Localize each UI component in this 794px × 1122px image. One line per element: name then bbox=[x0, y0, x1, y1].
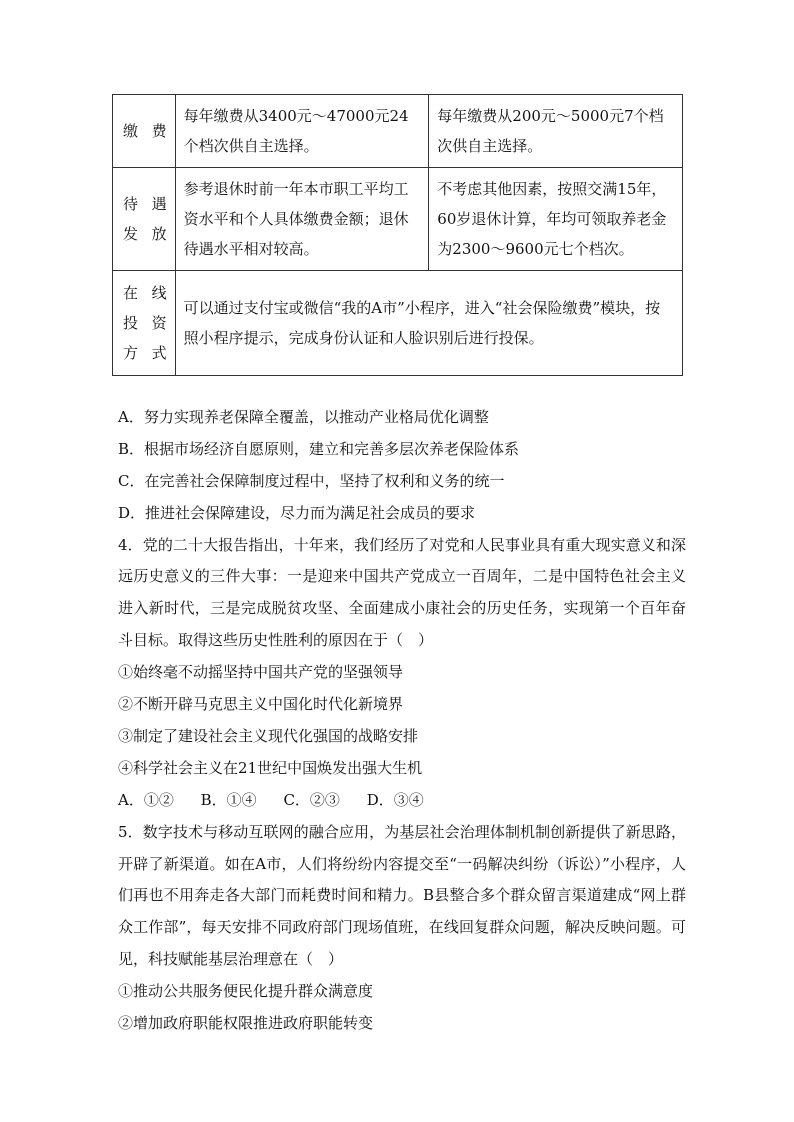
row-header: 在线投资方式 bbox=[113, 271, 176, 376]
table-cell: 每年缴费从200元～5000元7个档次供自主选择。 bbox=[429, 95, 683, 168]
table-row bbox=[113, 168, 683, 271]
q4-choice-d: D．③④ bbox=[366, 790, 424, 809]
question-4-stem: 4．党的二十大报告指出，十年来，我们经历了对党和人民事业具有重大现实意义和深远历史意义的三件大事：一是迎来中国共产党成立一百周年，二是中国特色社会主义进入新时代，三是完成脱贫攻坚、全面建成小康社会的历史任务，实现第一个百年奋斗目标。取得这些历史性胜利的原因在于（ ） bbox=[118, 535, 686, 650]
option-b: B．根据市场经济自愿原则，建立和完善多层次养老保险体系 bbox=[118, 439, 520, 458]
table-row bbox=[113, 95, 683, 168]
q4-choice-b: B．①④ bbox=[200, 790, 257, 809]
question-text bbox=[118, 402, 686, 1040]
q4-choice-a: A．①② bbox=[118, 790, 174, 809]
row-header: 待遇发放 bbox=[113, 168, 176, 271]
row-header: 缴费 bbox=[113, 95, 176, 168]
table-cell: 每年缴费从3400元～47000元24个档次供自主选择。 bbox=[175, 95, 429, 168]
q4-item-2: ②不断开辟马克思主义中国化时代化新境界 bbox=[118, 695, 404, 714]
option-a: A．努力实现养老保障全覆盖，以推动产业格局优化调整 bbox=[118, 408, 489, 426]
q4-choice-c: C．②③ bbox=[283, 790, 340, 809]
q4-choices bbox=[118, 785, 686, 817]
option-d: D．推进社会保障建设，尽力而为满足社会成员的要求 bbox=[118, 503, 476, 522]
q4-item-3: ③制定了建设社会主义现代化强国的战略安排 bbox=[118, 726, 419, 745]
q5-item-1: ①推动公共服务便民化提升群众满意度 bbox=[118, 982, 374, 1001]
q5-item-2: ②增加政府职能权限推进政府职能转变 bbox=[118, 1014, 374, 1033]
table-row bbox=[113, 271, 683, 376]
insurance-comparison-table bbox=[112, 94, 683, 376]
question-5-stem: 5．数字技术与移动互联网的融合应用，为基层社会治理体制机制创新提供了新思路，开辟了新渠道。如在A市，人们将纷纷内容提交至“一码解决纠纷（诉讼）”小程序，人们再也不用奔走各大部门而耗费时间和精力。B县整合多个群众留言渠道建成“网上群众工作部”，每天安排不同政府部门现场值班，在线回复群众问题，解决反映问题。可见，科技赋能基层治理意在（ ） bbox=[118, 822, 686, 969]
q4-item-4: ④科学社会主义在21世纪中国焕发出强大生机 bbox=[118, 758, 423, 777]
table-cell-merged: 可以通过支付宝或微信“我的A市”小程序，进入“社会保险缴费”模块，按照小程序提示，完成身份认证和人脸识别后进行投保。 bbox=[175, 271, 682, 376]
option-c: C．在完善社会保障制度过程中，坚持了权利和义务的统一 bbox=[118, 471, 505, 490]
table-cell: 参考退休时前一年本市职工平均工资水平和个人具体缴费金额；退休待遇水平相对较高。 bbox=[175, 168, 429, 271]
q4-item-1: ①始终毫不动摇坚持中国共产党的坚强领导 bbox=[118, 663, 404, 682]
table-cell: 不考虑其他因素，按照交满15年，60岁退休计算，年均可领取养老金为2300～9600元七个档次。 bbox=[429, 168, 683, 271]
